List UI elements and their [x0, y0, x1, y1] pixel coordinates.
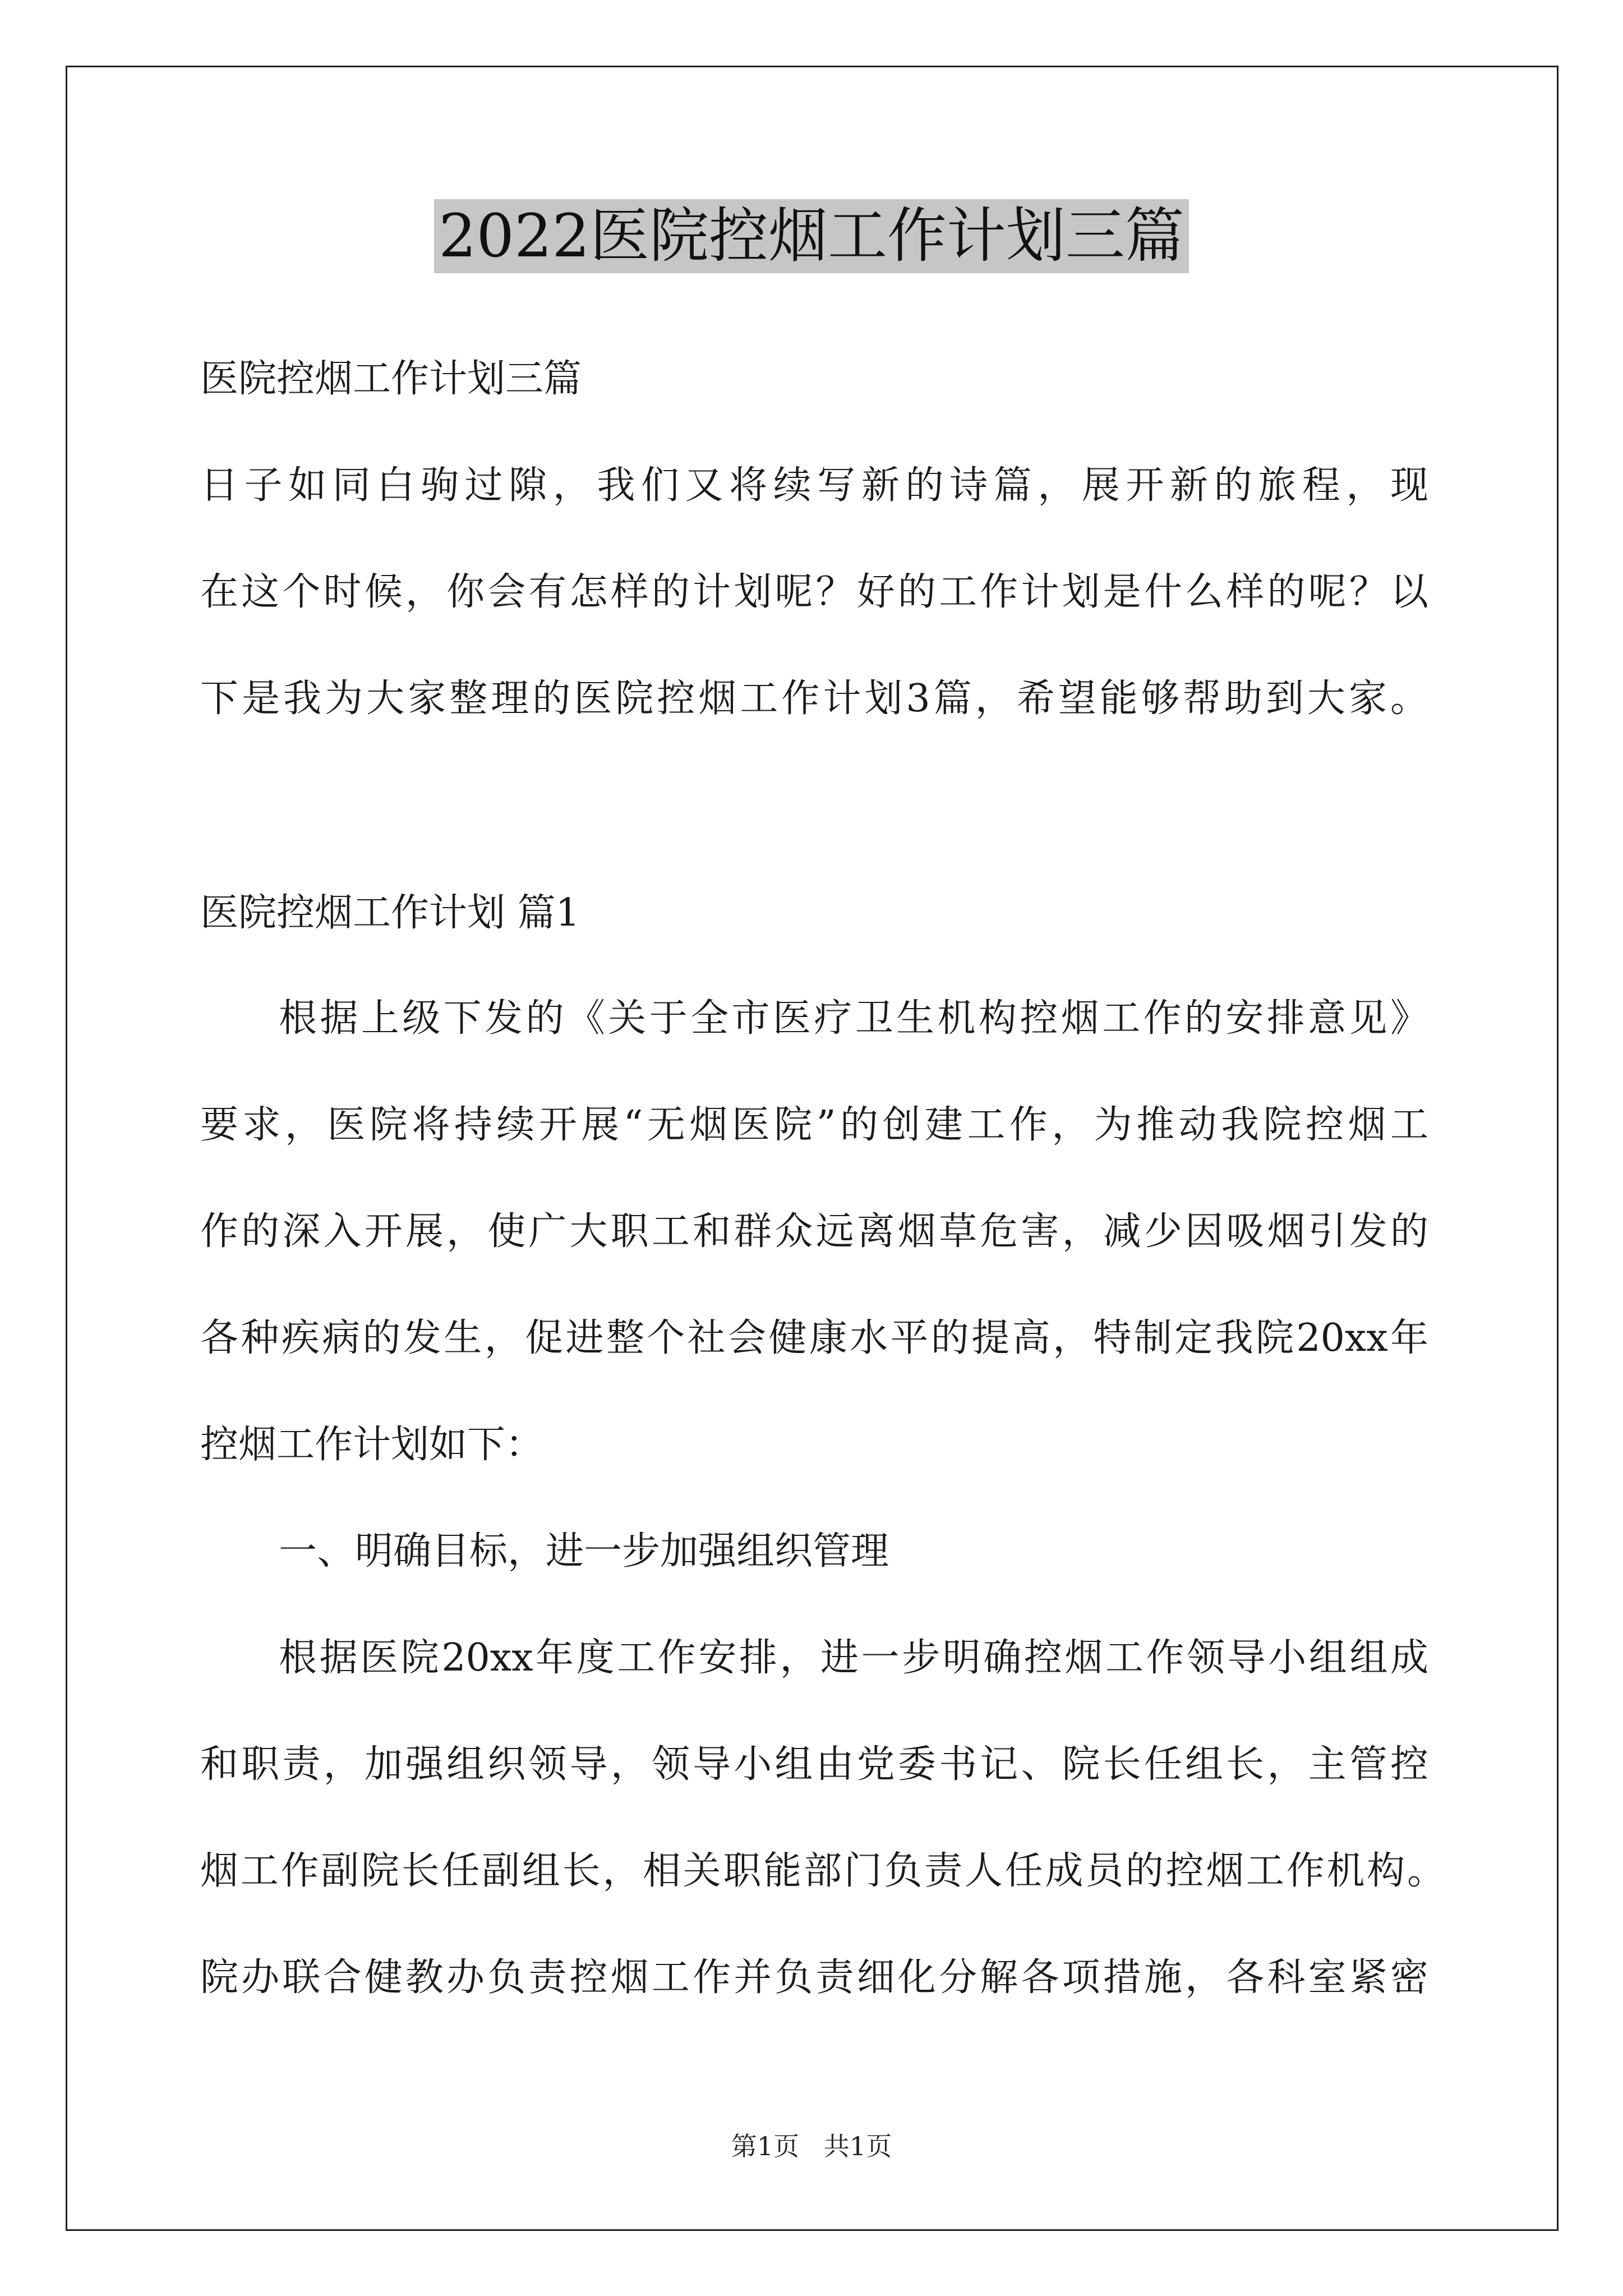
paragraph-line: 要求，医院将持续开展“无烟医院”的创建工作，为推动我院控烟工	[200, 1103, 1428, 1147]
paragraph-line: 作的深入开展，使广大职工和群众远离烟草危害，减少因吸烟引发的	[200, 1209, 1428, 1254]
paragraph-line: 根据上级下发的《关于全市医疗卫生机构控烟工作的安排意见》	[279, 996, 1428, 1041]
document-title: 2022医院控烟工作计划三篇	[434, 199, 1189, 273]
title-container	[0, 199, 1623, 273]
page-footer: 第1页 共1页	[731, 2131, 892, 2161]
subtitle: 医院控烟工作计划三篇	[200, 357, 582, 401]
intro-line: 日子如同白驹过隙，我们又将续写新的诗篇，展开新的旅程，现	[200, 463, 1428, 508]
paragraph-line: 控烟工作计划如下：	[200, 1423, 544, 1467]
paragraph-line: 院办联合健教办负责控烟工作并负责细化分解各项措施，各科室紧密	[200, 1955, 1428, 2000]
paragraph-line: 烟工作副院长任副组长，相关职能部门负责人任成员的控烟工作机构。	[200, 1849, 1445, 1893]
section-heading: 医院控烟工作计划 篇1	[200, 891, 580, 935]
paragraph-line: 根据医院20xx年度工作安排，进一步明确控烟工作领导小组组成	[279, 1636, 1428, 1680]
paragraph-line: 和职责，加强组织领导，领导小组由党委书记、院长任组长，主管控	[200, 1742, 1428, 1787]
paragraph-line: 各种疾病的发生，促进整个社会健康水平的提高，特制定我院20xx年	[200, 1316, 1428, 1360]
intro-line: 在这个时候，你会有怎样的计划呢？好的工作计划是什么样的呢？以	[200, 570, 1428, 614]
intro-line: 下是我为大家整理的医院控烟工作计划3篇，希望能够帮助到大家。	[200, 677, 1428, 721]
item-heading: 一、明确目标，进一步加强组织管理	[279, 1529, 889, 1573]
